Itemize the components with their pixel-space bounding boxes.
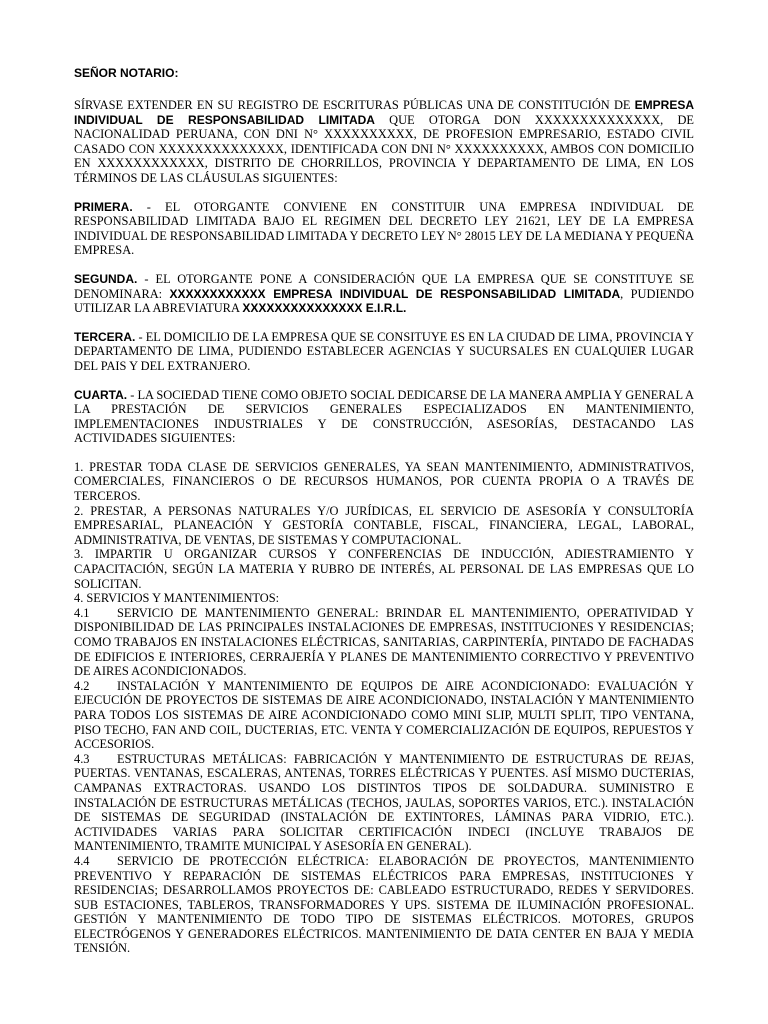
clause-cuarta-text: - LA SOCIEDAD TIENE COMO OBJETO SOCIAL DEDICARSE DE LA MANERA AMPLIA Y GENERAL A LA PRESTACIÓN DE SERVICIOS GENERALES ESPECIALIZADOS EN MANTENIMIENTO, IMPLEMENTACIONES INDUSTRIALES Y DE CONSTRUCCIÓN, ASESORÍAS, DESTACANDO LAS ACTIVIDADES SIGUIENTES: [74, 387, 694, 446]
company-abbreviation-emphasis: XXXXXXXXXXXXXXX E.I.R.L. [242, 301, 407, 316]
clause-primera-text: - EL OTORGANTE CONVIENE EN CONSTITUIR UNA EMPRESA INDIVIDUAL DE RESPONSABILIDAD LIMITADA BAJO EL REGIMEN DEL DECRETO LEY 21621, LEY DE LA EMPRESA INDIVIDUAL DE RESPONSABILIDAD LIMITADA Y DECRETO LEY N° 28015 LEY DE LA MEDIANA Y PEQUEÑA EMPRESA. [74, 199, 694, 258]
activity-item-3: 3. IMPARTIR U ORGANIZAR CURSOS Y CONFERENCIAS DE INDUCCIÓN, ADIESTRAMIENTO Y CAPACITACIÓN, SEGÚN LA MATERIA Y RUBRO DE INTERÉS, AL PERSONAL DE LAS EMPRESAS QUE LO SOLICITAN. [74, 547, 694, 591]
clause-segunda-text-1: - EL OTORGANTE PONE A CONSIDERACIÓN QUE LA EMPRESA QUE SE CONSTITUYE SE DENOMINARA: [74, 271, 694, 301]
intro-text-2: QUE OTORGA DON XXXXXXXXXXXXXX, DE NACIONALIDAD PERUANA, CON DNI N° XXXXXXXXXX, DE PROFESION EMPRESARIO, ESTADO CIVIL CASADO CON XXXXXXXXXXXXXX, IDENTIFICADA CON DNI N° XXXXXXXXXX, AMBOS CON DOMICILIO EN XXXXXXXXXXXX, DISTRITO DE CHORRILLOS, PROVINCIA Y DEPARTAMENTO DE LIMA, EN LOS TÉRMINOS DE LAS CLÁUSULAS SIGUIENTES: [74, 112, 695, 185]
sub-item-4-3-number: 4.3 [74, 751, 90, 766]
sub-item-4-3-text: ESTRUCTURAS METÁLICAS: FABRICACIÓN Y MANTENIMIENTO DE ESTRUCTURAS DE REJAS, PUERTAS. VENTANAS, ESCALERAS, ANTENAS, TORRES ELÉCTRICAS Y PUENTES. ASÍ MISMO DUCTERIAS, CAMPANAS EXTRACTORAS. USANDO LOS DISTINTOS TIPOS DE SOLDADURA. SUMINISTRO E INSTALACIÓN DE ESTRUCTURAS METÁLICAS (TECHOS, JAULAS, SOPORTES VARIOS, ETC.). INSTALACIÓN DE SISTEMAS DE SEGURIDAD (INSTALACIÓN DE EXTINTORES, LÁMINAS PARA VIDRIO, ETC.). ACTIVIDADES VARIAS PARA SOLICITAR CERTIFICACIÓN INDECI (INCLUYE TRABAJOS DE MANTENIMIENTO, TRAMITE MUNICIPAL Y ASESORÍA EN GENERAL). [74, 751, 694, 854]
sub-item-4-1 [74, 606, 694, 679]
clause-tercera-text: - EL DOMICILIO DE LA EMPRESA QUE SE CONSITUYE ES EN LA CIUDAD DE LIMA, PROVINCIA Y DEPARTAMENTO DE LIMA, PUDIENDO ESTABLECER AGENCIAS Y SUCURSALES EN CUALQUIER LUGAR DEL PAIS Y DEL EXTRANJERO. [74, 329, 694, 373]
sub-item-4-4-text: SERVICIO DE PROTECCIÓN ELÉCTRICA: ELABORACIÓN DE PROYECTOS, MANTENIMIENTO PREVENTIVO Y REPARACIÓN DE SISTEMAS ELÉCTRICOS PARA EMPRESAS, INSTITUCIONES Y RESIDENCIAS; DESARROLLAMOS PROYECTOS DE: CABLEADO ESTRUCTURADO, REDES Y SERVIDORES. SUB ESTACIONES, TABLEROS, TRANSFORMADORES Y UPS. SISTEMA DE ILUMINACIÓN PROFESIONAL. GESTIÓN Y MANTENIMIENTO DE TODO TIPO DE SISTEMAS ELÉCTRICOS. MOTORES, GRUPOS ELECTRÓGENOS Y GENERADORES ELÉCTRICOS. MANTENIMIENTO DE DATA CENTER EN BAJA Y MEDIA TENSIÓN. [74, 853, 694, 956]
sub-item-4-1-number: 4.1 [74, 605, 90, 620]
clause-tercera-label: TERCERA. [74, 329, 136, 344]
company-type-emphasis: EMPRESA INDIVIDUAL DE RESPONSABILIDAD LIMITADA [74, 98, 694, 127]
intro-text-1: SÍRVASE EXTENDER EN SU REGISTRO DE ESCRITURAS PÚBLICAS UNA DE CONSTITUCIÓN DE [74, 98, 635, 112]
clause-primera-label: PRIMERA. [74, 199, 133, 214]
activity-item-1: 1. PRESTAR TODA CLASE DE SERVICIOS GENERALES, YA SEAN MANTENIMIENTO, ADMINISTRATIVOS, COMERCIALES, FINANCIEROS O DE RECURSOS HUMANOS, POR CUENTA PROPIA O A TRAVÉS DE TERCEROS. [74, 459, 694, 504]
clause-cuarta-label: CUARTA. [74, 387, 128, 402]
sub-item-4-2-number: 4.2 [74, 678, 90, 693]
activity-item-4: 4. SERVICIOS Y MANTENIMIENTOS: [74, 591, 280, 606]
activity-item-2: 2. PRESTAR, A PERSONAS NATURALES Y/O JURÍDICAS, EL SERVICIO DE ASESORÍA Y CONSULTORÍA EMPRESARIAL, PLANEACIÓN Y GESTORÍA CONTABLE, FISCAL, FINANCIERA, LEGAL, LABORAL, ADMINISTRATIVA, DE VENTAS, DE SISTEMAS Y COMPUTACIONAL. [74, 503, 694, 547]
clause-primera [74, 200, 694, 258]
sub-item-4-3 [74, 752, 694, 854]
intro-paragraph [74, 98, 694, 186]
sub-item-4-4-number: 4.4 [74, 853, 90, 868]
sub-item-4-1-text: SERVICIO DE MANTENIMIENTO GENERAL: BRINDAR EL MANTENIMIENTO, OPERATIVIDAD Y DISPONIBILIDAD DE LAS PRINCIPALES INSTALACIONES DE EMPRESAS, INSTITUCIONES Y RESIDENCIAS; COMO TRABAJOS EN INSTALACIONES ELÉCTRICAS, SANITARIAS, CARPINTERÍA, PINTADO DE FACHADAS DE EDIFICIOS E INTERIORES, CERRAJERÍA Y PLANES DE MANTENIMIENTO CORRECTIVO Y PREVENTIVO DE AIRES ACONDICIONADOS. [74, 605, 694, 679]
sub-item-4-4 [74, 854, 694, 956]
document-heading: SEÑOR NOTARIO: [74, 66, 179, 80]
clause-segunda-label: SEGUNDA. [74, 271, 138, 286]
sub-item-4-2-text: INSTALACIÓN Y MANTENIMIENTO DE EQUIPOS DE AIRE ACONDICIONADO: EVALUACIÓN Y EJECUCIÓN DE PROYECTOS DE SISTEMAS DE AIRE ACONDICIONADO, INSTALACIÓN Y MANTENIMIENTO PARA TODOS LOS SISTEMAS DE AIRE ACONDICIONADO COMO MINI SLIP, MULTI SPLIT, TIPO VENTANA, PISO TECHO, FAN AND COIL, DUCTERIAS, ETC. VENTA Y COMERCIALIZACIÓN DE EQUIPOS, REPUESTOS Y ACCESORIOS. [74, 678, 694, 752]
sub-item-4-2 [74, 679, 694, 752]
clause-segunda [74, 272, 694, 316]
clause-tercera [74, 330, 694, 374]
clause-segunda-text-2: , PUDIENDO UTILIZAR LA ABREVIATURA [74, 286, 694, 316]
company-name-emphasis: XXXXXXXXXXXX EMPRESA INDIVIDUAL DE RESPONSABILIDAD LIMITADA [169, 286, 621, 301]
clause-cuarta [74, 388, 694, 446]
